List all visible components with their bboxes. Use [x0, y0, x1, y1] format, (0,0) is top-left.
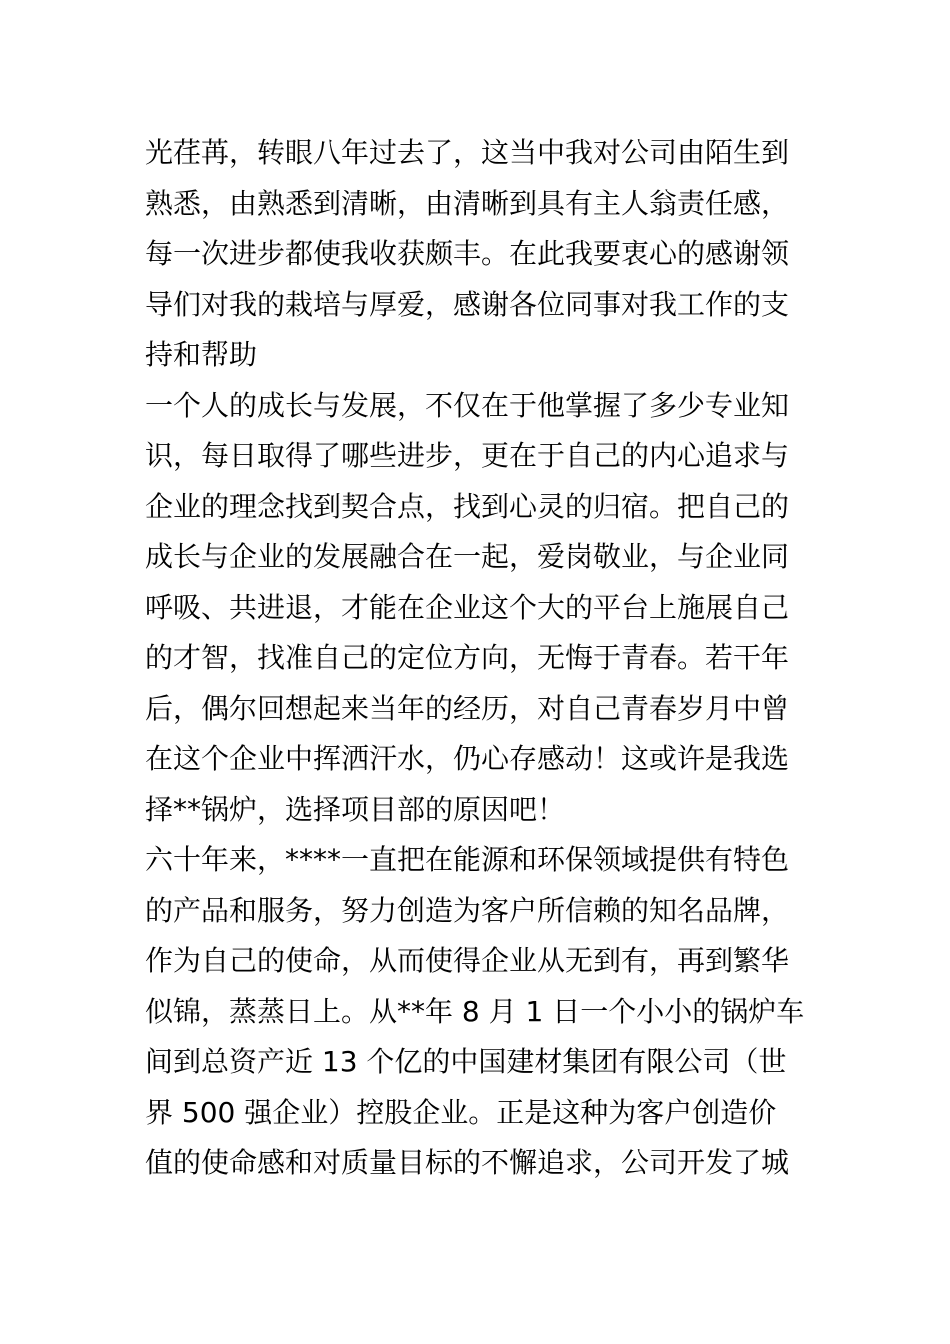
text-line: 六十年来，****一直把在能源和环保领域提供有特色: [145, 843, 790, 876]
document-body: [145, 128, 810, 1189]
text-line: 光荏苒，转眼八年过去了，这当中我对公司由陌生到: [145, 136, 790, 169]
text-line: 在这个企业中挥洒汗水，仍心存感动！这或许是我选: [145, 742, 790, 775]
text-line: 作为自己的使命，从而使得企业从无到有，再到繁华: [145, 944, 790, 977]
text-line: 的产品和服务，努力创造为客户所信赖的知名品牌，: [145, 893, 790, 927]
text-line: 熟悉，由熟悉到清晰，由清晰到具有主人翁责任感，: [145, 186, 790, 220]
text-line: 间到总资产近 13 个亿的中国建材集团有限公司（世: [145, 1045, 787, 1078]
text-line: 的才智，找准自己的定位方向，无悔于青春。若干年: [145, 641, 790, 674]
text-line: 每一次进步都使我收获颇丰。在此我要衷心的感谢领: [145, 237, 790, 270]
text-line: 择**锅炉，选择项目部的原因吧！: [145, 792, 566, 826]
paragraph-3: [145, 835, 810, 1189]
paragraph-1: [145, 128, 810, 381]
text-line: 呼吸、共进退，才能在企业这个大的平台上施展自己: [145, 590, 790, 624]
text-line: 成长与企业的发展融合在一起，爱岗敬业，与企业同: [145, 540, 790, 573]
text-line: 后，偶尔回想起来当年的经历，对自己青春岁月中曾: [145, 691, 790, 725]
text-line: 企业的理念找到契合点，找到心灵的归宿。把自己的: [145, 489, 790, 523]
text-line: 持和帮助: [145, 338, 258, 371]
text-line: 导们对我的栽培与厚爱，感谢各位同事对我工作的支: [145, 287, 790, 321]
text-line: 一个人的成长与发展，不仅在于他掌握了多少专业知: [145, 388, 790, 422]
text-line: 识，每日取得了哪些进步，更在于自己的内心追求与: [145, 439, 790, 472]
text-line: 似锦，蒸蒸日上。从**年 8 月 1 日一个小小的锅炉车: [145, 994, 805, 1028]
text-line: 值的使命感和对质量目标的不懈追求，公司开发了城: [145, 1146, 790, 1179]
text-line: 界 500 强企业）控股企业。正是这种为客户创造价: [145, 1095, 777, 1129]
paragraph-2: [145, 381, 810, 836]
